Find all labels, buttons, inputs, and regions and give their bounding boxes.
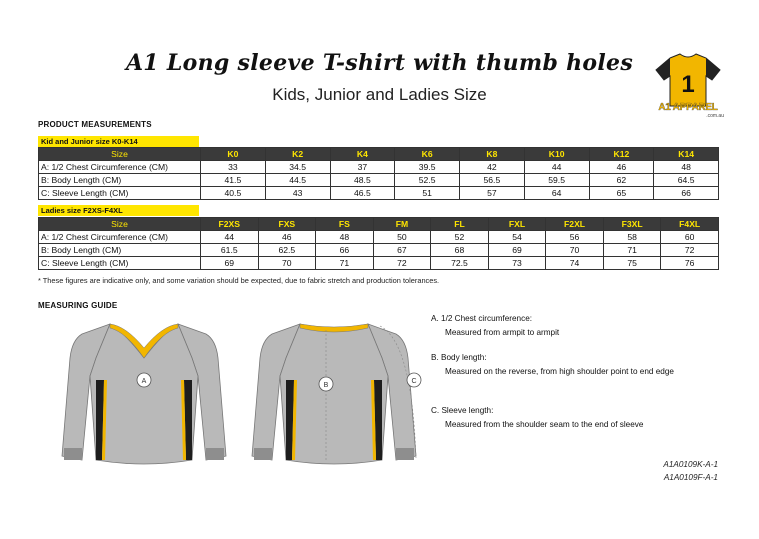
cell: 65	[589, 187, 654, 200]
guide-sleeve-title: C. Sleeve length:	[431, 406, 494, 415]
cell: 56	[546, 231, 604, 244]
cell: 56.5	[460, 174, 525, 187]
cell: 75	[603, 257, 661, 270]
cell: 72.5	[431, 257, 489, 270]
kids-size-k0: K0	[201, 148, 266, 161]
marker-b-label: B	[323, 382, 329, 389]
cell: 64	[524, 187, 589, 200]
kids-size-k12: K12	[589, 148, 654, 161]
cell: 46	[258, 231, 316, 244]
ladies-size-f2xs: F2XS	[201, 218, 259, 231]
cell: 43	[265, 187, 330, 200]
cell: 69	[488, 244, 546, 257]
cell: 48.5	[330, 174, 395, 187]
table-row	[39, 174, 719, 187]
cell: 67	[373, 244, 431, 257]
cell: 50	[373, 231, 431, 244]
cell: 73	[488, 257, 546, 270]
cell: 52	[431, 231, 489, 244]
cell: 74	[546, 257, 604, 270]
cell: 46	[589, 161, 654, 174]
guide-body-title: B. Body length:	[431, 353, 487, 362]
cell: 37	[330, 161, 395, 174]
cell: 51	[395, 187, 460, 200]
cell: 70	[258, 257, 316, 270]
cell: 58	[603, 231, 661, 244]
kids-header-row	[39, 148, 719, 161]
cell: 62	[589, 174, 654, 187]
size-header: Size	[39, 148, 201, 161]
cell: 70	[546, 244, 604, 257]
ladies-size-f2xl: F2XL	[546, 218, 604, 231]
cell: 42	[460, 161, 525, 174]
ladies-size-fm: FM	[373, 218, 431, 231]
cell: 72	[373, 257, 431, 270]
cell: 44	[524, 161, 589, 174]
product-code-kids: A1A0109K-A-1	[663, 460, 718, 469]
size-header: Size	[39, 218, 201, 231]
cell: 52.5	[395, 174, 460, 187]
cell: 72	[661, 244, 719, 257]
cell: 48	[654, 161, 719, 174]
shirt-front-diagram	[52, 318, 236, 470]
kids-size-k10: K10	[524, 148, 589, 161]
cell: 48	[316, 231, 374, 244]
cell: 41.5	[201, 174, 266, 187]
ladies-size-fl: FL	[431, 218, 489, 231]
cell: 71	[316, 257, 374, 270]
kids-size-k4: K4	[330, 148, 395, 161]
ladies-header-row	[39, 218, 719, 231]
disclaimer-note: * These figures are indicative only, and some variation should be expected, due to fabric stretch and production tolerances.	[38, 276, 440, 285]
logo-number: 1	[681, 71, 695, 98]
cell: 69	[201, 257, 259, 270]
cell: 71	[603, 244, 661, 257]
ladies-size-fxl: FXL	[488, 218, 546, 231]
row-label: C: Sleeve Length (CM)	[39, 187, 201, 200]
kids-size-k8: K8	[460, 148, 525, 161]
cell: 66	[316, 244, 374, 257]
marker-c-label: C	[411, 378, 417, 385]
guide-chest-desc: Measured from armpit to armpit	[445, 328, 560, 337]
marker-a-label: A	[141, 378, 147, 385]
ladies-measurement-table	[38, 217, 719, 270]
cell: 39.5	[395, 161, 460, 174]
guide-body-desc: Measured on the reverse, from high shoulder point to end edge	[445, 367, 674, 376]
cell: 61.5	[201, 244, 259, 257]
cell: 62.5	[258, 244, 316, 257]
kids-size-k6: K6	[395, 148, 460, 161]
logo-domain: .com.au	[706, 113, 724, 119]
shirt-back-diagram	[242, 318, 426, 470]
ladies-size-label: Ladies size F2XS-F4XL	[38, 205, 199, 216]
logo-brand: A1 APPAREL	[658, 102, 718, 113]
page-subtitle: Kids, Junior and Ladies Size	[272, 85, 487, 104]
guide-sleeve-desc: Measured from the shoulder seam to the end of sleeve	[445, 420, 644, 429]
row-label: C: Sleeve Length (CM)	[39, 257, 201, 270]
table-row	[39, 231, 719, 244]
cell: 60	[661, 231, 719, 244]
cell: 44.5	[265, 174, 330, 187]
table-row	[39, 244, 719, 257]
cell: 57	[460, 187, 525, 200]
cell: 40.5	[201, 187, 266, 200]
ladies-size-fs: FS	[316, 218, 374, 231]
cell: 68	[431, 244, 489, 257]
row-label: A: 1/2 Chest Circumference (CM)	[39, 231, 201, 244]
row-label: A: 1/2 Chest Circumference (CM)	[39, 161, 201, 174]
cell: 59.5	[524, 174, 589, 187]
kids-size-label: Kid and Junior size K0-K14	[38, 136, 199, 147]
cell: 64.5	[654, 174, 719, 187]
ladies-size-f4xl: F4XL	[661, 218, 719, 231]
table-row	[39, 257, 719, 270]
cell: 76	[661, 257, 719, 270]
kids-measurement-table	[38, 147, 719, 200]
cell: 54	[488, 231, 546, 244]
kids-size-k2: K2	[265, 148, 330, 161]
row-label: B: Body Length (CM)	[39, 174, 201, 187]
table-row	[39, 187, 719, 200]
cell: 66	[654, 187, 719, 200]
ladies-size-fxs: FXS	[258, 218, 316, 231]
cell: 34.5	[265, 161, 330, 174]
page-title: A1 Long sleeve T-shirt with thumb holes	[125, 50, 634, 76]
cell: 46.5	[330, 187, 395, 200]
guide-chest-title: A. 1/2 Chest circumference:	[431, 314, 533, 323]
measuring-guide-heading: MEASURING GUIDE	[38, 301, 118, 310]
kids-size-k14: K14	[654, 148, 719, 161]
table-row	[39, 161, 719, 174]
row-label: B: Body Length (CM)	[39, 244, 201, 257]
ladies-size-f3xl: F3XL	[603, 218, 661, 231]
cell: 44	[201, 231, 259, 244]
product-measurements-heading: PRODUCT MEASUREMENTS	[38, 120, 152, 129]
product-code-ladies: A1A0109F-A-1	[663, 473, 718, 482]
cell: 33	[201, 161, 266, 174]
a1-apparel-logo	[648, 50, 728, 122]
